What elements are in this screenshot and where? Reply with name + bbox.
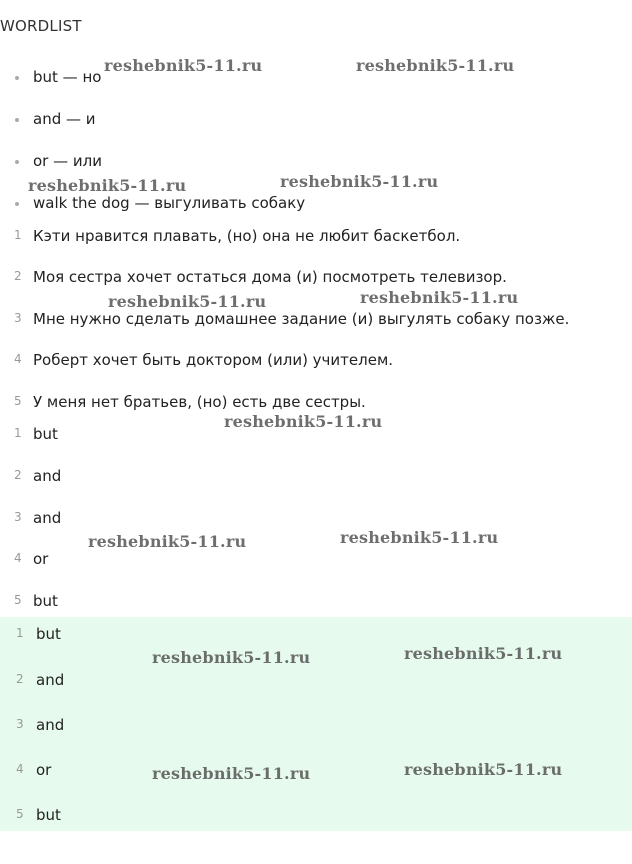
watermark-text: reshebnik5-11.ru [108, 292, 267, 311]
answer-text: and [36, 671, 65, 689]
item-number: 4 [14, 551, 22, 565]
sentence-text: Кэти нравится плавать, (но) она не любит баскетбол. [33, 227, 461, 245]
bullet-icon [15, 118, 19, 122]
sentence-text: Мне нужно сделать домашнее задание (и) выгулять собаку позже. [33, 310, 570, 328]
bullet-icon [15, 160, 19, 164]
sentence-text: Роберт хочет быть доктором (или) учителем. [33, 351, 394, 369]
item-number: 5 [14, 394, 22, 408]
item-number: 1 [14, 426, 22, 440]
answer-text: and [33, 509, 62, 527]
answer-text: and [36, 716, 65, 734]
item-number: 3 [14, 311, 22, 325]
watermark-text: reshebnik5-11.ru [280, 172, 439, 191]
watermark-text: reshebnik5-11.ru [88, 532, 247, 551]
answer-text: but [33, 592, 58, 610]
item-number: 2 [16, 672, 24, 686]
item-number: 2 [14, 269, 22, 283]
watermark-text: reshebnik5-11.ru [356, 56, 515, 75]
item-number: 4 [16, 762, 24, 776]
sentence-text: У меня нет братьев, (но) есть две сестры. [33, 393, 366, 411]
wordlist-item-text: and — и [33, 110, 96, 128]
item-number: 5 [16, 807, 24, 821]
item-number: 5 [14, 593, 22, 607]
answer-text: or [36, 761, 52, 779]
sentence-text: Моя сестра хочет остаться дома (и) посмотреть телевизор. [33, 268, 507, 286]
answer-text: but [36, 806, 61, 824]
bullet-icon [15, 76, 19, 80]
watermark-text: reshebnik5-11.ru [404, 760, 563, 779]
wordlist-item-text: but — но [33, 68, 102, 86]
answer-text: but [36, 625, 61, 643]
wordlist-item-text: walk the dog — выгуливать собаку [33, 194, 306, 212]
watermark-text: reshebnik5-11.ru [152, 764, 311, 783]
watermark-text: reshebnik5-11.ru [340, 528, 499, 547]
answer-text: but [33, 425, 58, 443]
item-number: 1 [14, 228, 22, 242]
answer-text: and [33, 467, 62, 485]
watermark-text: reshebnik5-11.ru [28, 176, 187, 195]
watermark-text: reshebnik5-11.ru [404, 644, 563, 663]
watermark-text: reshebnik5-11.ru [104, 56, 263, 75]
item-number: 3 [16, 717, 24, 731]
answer-text: or [33, 550, 49, 568]
section-title: WORDLIST [0, 17, 82, 35]
item-number: 2 [14, 468, 22, 482]
watermark-text: reshebnik5-11.ru [360, 288, 519, 307]
watermark-text: reshebnik5-11.ru [152, 648, 311, 667]
item-number: 1 [16, 626, 24, 640]
item-number: 4 [14, 352, 22, 366]
item-number: 3 [14, 510, 22, 524]
watermark-text: reshebnik5-11.ru [224, 412, 383, 431]
bullet-icon [15, 202, 19, 206]
wordlist-item-text: or — или [33, 152, 102, 170]
